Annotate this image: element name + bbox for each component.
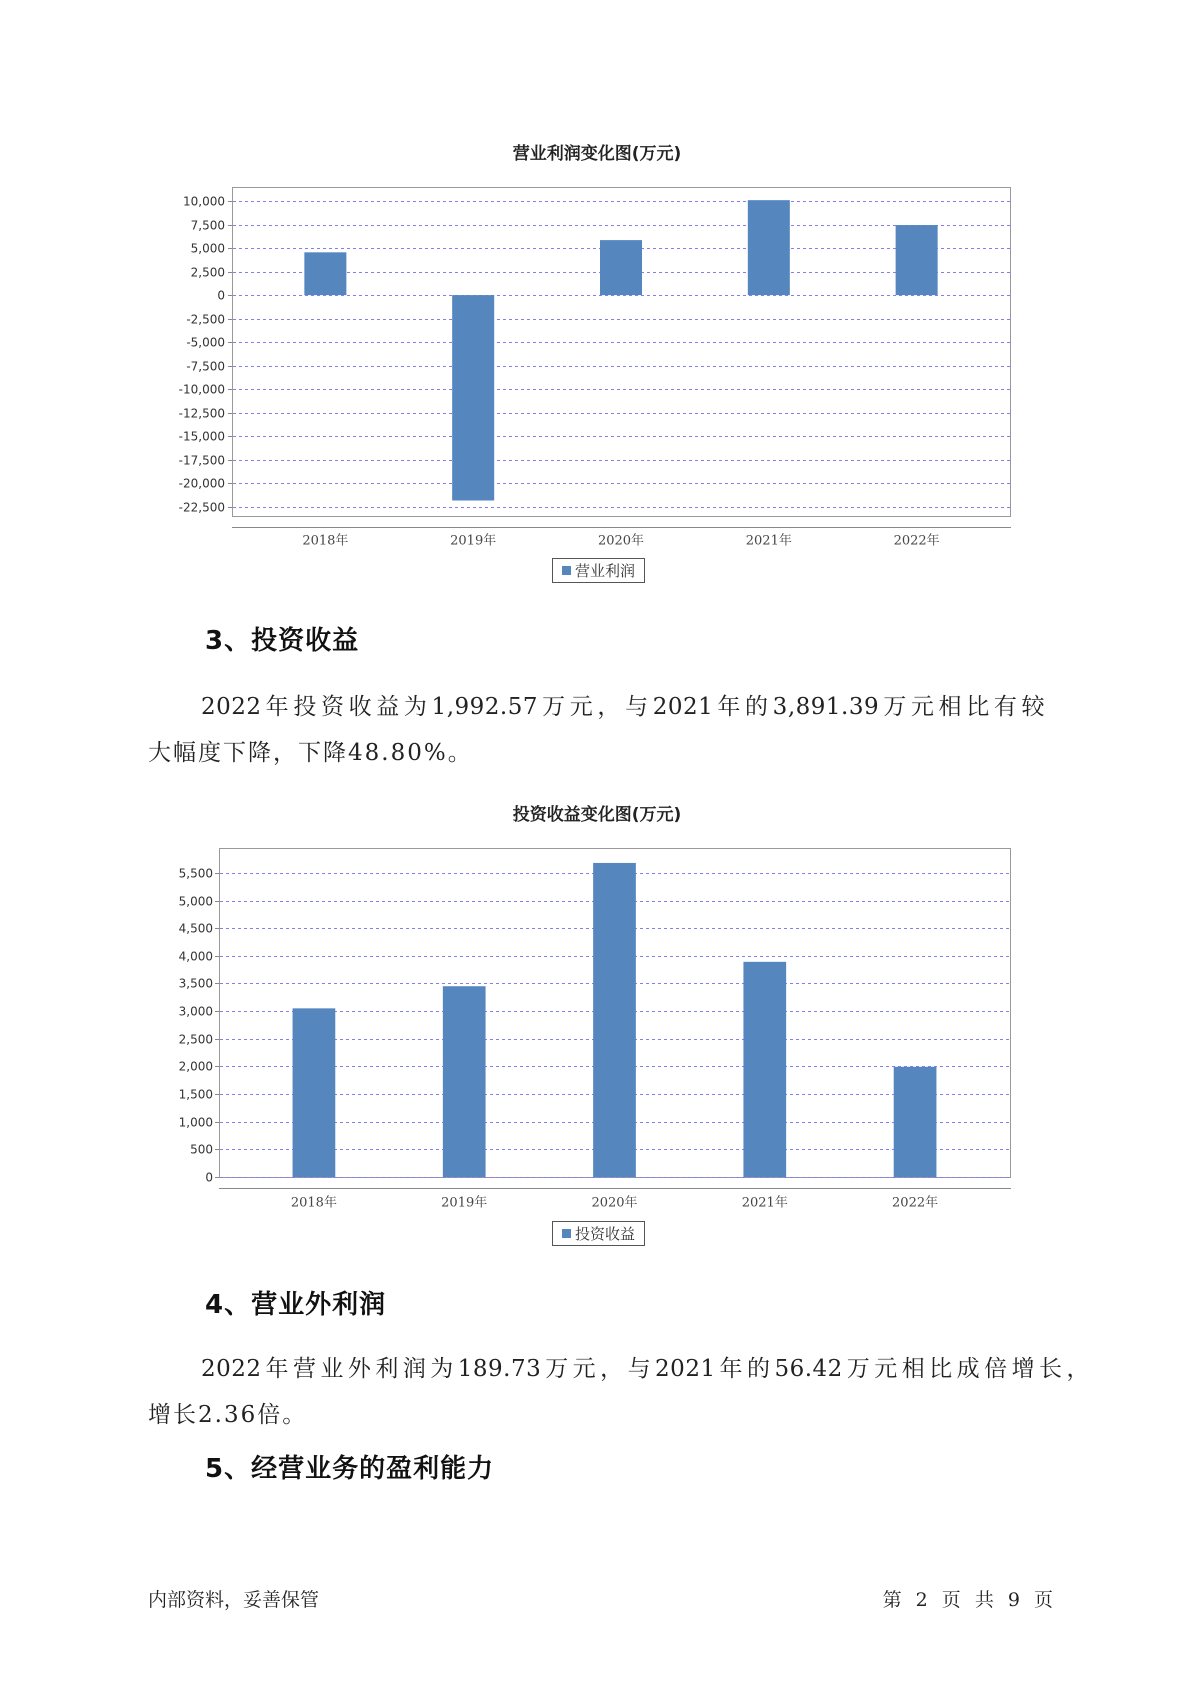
y-tick-label: -5,000 bbox=[186, 335, 225, 350]
paragraph-line: 增长2.36倍。 bbox=[148, 1402, 308, 1428]
y-tick-label: 5,000 bbox=[190, 241, 225, 256]
y-tick-label: 1,500 bbox=[178, 1087, 213, 1102]
x-tick-label: 2019年 bbox=[450, 533, 497, 549]
bar-2019 bbox=[452, 295, 494, 500]
operating-profit-chart bbox=[140, 135, 1040, 595]
paragraph-line: 2022年营业外利润为189.73万元，与2021年的56.42万元相比成倍增长， bbox=[201, 1356, 1090, 1382]
paragraph-line: 大幅度下降，下降48.80%。 bbox=[148, 740, 473, 766]
x-tick-label: 2022年 bbox=[893, 533, 940, 549]
section-heading: 3、投资收益 bbox=[205, 626, 360, 656]
legend-swatch bbox=[562, 1229, 571, 1238]
bar-2022 bbox=[896, 225, 938, 295]
x-tick-label: 2018年 bbox=[302, 533, 349, 549]
x-tick-label: 2021年 bbox=[741, 1195, 788, 1211]
y-tick-label: 7,500 bbox=[190, 218, 225, 233]
x-tick-label: 2020年 bbox=[597, 533, 645, 549]
paragraph bbox=[148, 1346, 1090, 1438]
paragraph bbox=[148, 684, 1045, 776]
y-tick-label: 4,000 bbox=[178, 949, 213, 964]
y-tick-label: -10,000 bbox=[178, 382, 225, 397]
x-tick-label: 2020年 bbox=[591, 1195, 638, 1211]
y-tick-label: 5,000 bbox=[178, 894, 213, 909]
y-tick-label: -17,500 bbox=[178, 453, 225, 468]
legend-label: 投资收益 bbox=[574, 1225, 635, 1243]
chart-title: 营业利润变化图(万元) bbox=[512, 144, 682, 164]
bar-2020 bbox=[600, 240, 642, 295]
y-tick-label: 2,500 bbox=[178, 1032, 213, 1047]
section-heading: 4、营业外利润 bbox=[205, 1290, 387, 1320]
x-tick-label: 2022年 bbox=[892, 1195, 939, 1211]
y-tick-label: 1,000 bbox=[178, 1115, 213, 1130]
bar-2021 bbox=[743, 962, 786, 1177]
footer-page-number: 第 2 页 共 9 页 bbox=[882, 1589, 1053, 1611]
y-tick-label: -15,000 bbox=[178, 429, 225, 444]
bar-2020 bbox=[593, 863, 636, 1177]
y-tick-label: 5,500 bbox=[178, 866, 213, 881]
y-tick-label: 2,000 bbox=[178, 1059, 213, 1074]
y-tick-label: -12,500 bbox=[178, 406, 225, 421]
y-tick-label: 2,500 bbox=[190, 265, 225, 280]
legend-label: 营业利润 bbox=[574, 562, 635, 580]
section-heading: 5、经营业务的盈利能力 bbox=[205, 1454, 495, 1484]
x-tick-label: 2021年 bbox=[745, 533, 792, 549]
y-tick-label: -20,000 bbox=[178, 476, 225, 491]
bar-2022 bbox=[894, 1067, 937, 1177]
chart-title: 投资收益变化图(万元) bbox=[512, 805, 682, 825]
y-tick-label: 3,500 bbox=[178, 976, 213, 991]
operating-profit-chart-canvas bbox=[140, 135, 1040, 595]
investment-income-chart bbox=[140, 795, 1040, 1255]
footer-confidential-note: 内部资料，妥善保管 bbox=[148, 1589, 320, 1611]
y-tick-label: 500 bbox=[190, 1142, 213, 1157]
y-tick-label: -7,500 bbox=[186, 359, 225, 374]
y-tick-label: 4,500 bbox=[178, 921, 213, 936]
bar-2019 bbox=[443, 986, 486, 1177]
y-tick-label: 0 bbox=[205, 1170, 213, 1185]
x-tick-label: 2018年 bbox=[290, 1195, 337, 1211]
x-tick-label: 2019年 bbox=[441, 1195, 488, 1211]
y-tick-label: 3,000 bbox=[178, 1004, 213, 1019]
y-tick-label: 10,000 bbox=[183, 194, 225, 209]
y-tick-label: -2,500 bbox=[186, 312, 225, 327]
y-tick-label: -22,500 bbox=[178, 500, 225, 515]
legend-swatch bbox=[562, 566, 571, 575]
bar-2018 bbox=[304, 252, 346, 295]
plot-area bbox=[233, 188, 1011, 517]
bar-2018 bbox=[293, 1008, 336, 1177]
bar-2021 bbox=[748, 200, 790, 295]
chart-legend bbox=[552, 558, 645, 583]
chart-legend bbox=[552, 1221, 645, 1246]
y-tick-label: 0 bbox=[217, 288, 225, 303]
investment-income-chart-canvas bbox=[140, 795, 1040, 1255]
paragraph-line: 2022年投资收益为1,992.57万元，与2021年的3,891.39万元相比有较 bbox=[201, 694, 1045, 720]
